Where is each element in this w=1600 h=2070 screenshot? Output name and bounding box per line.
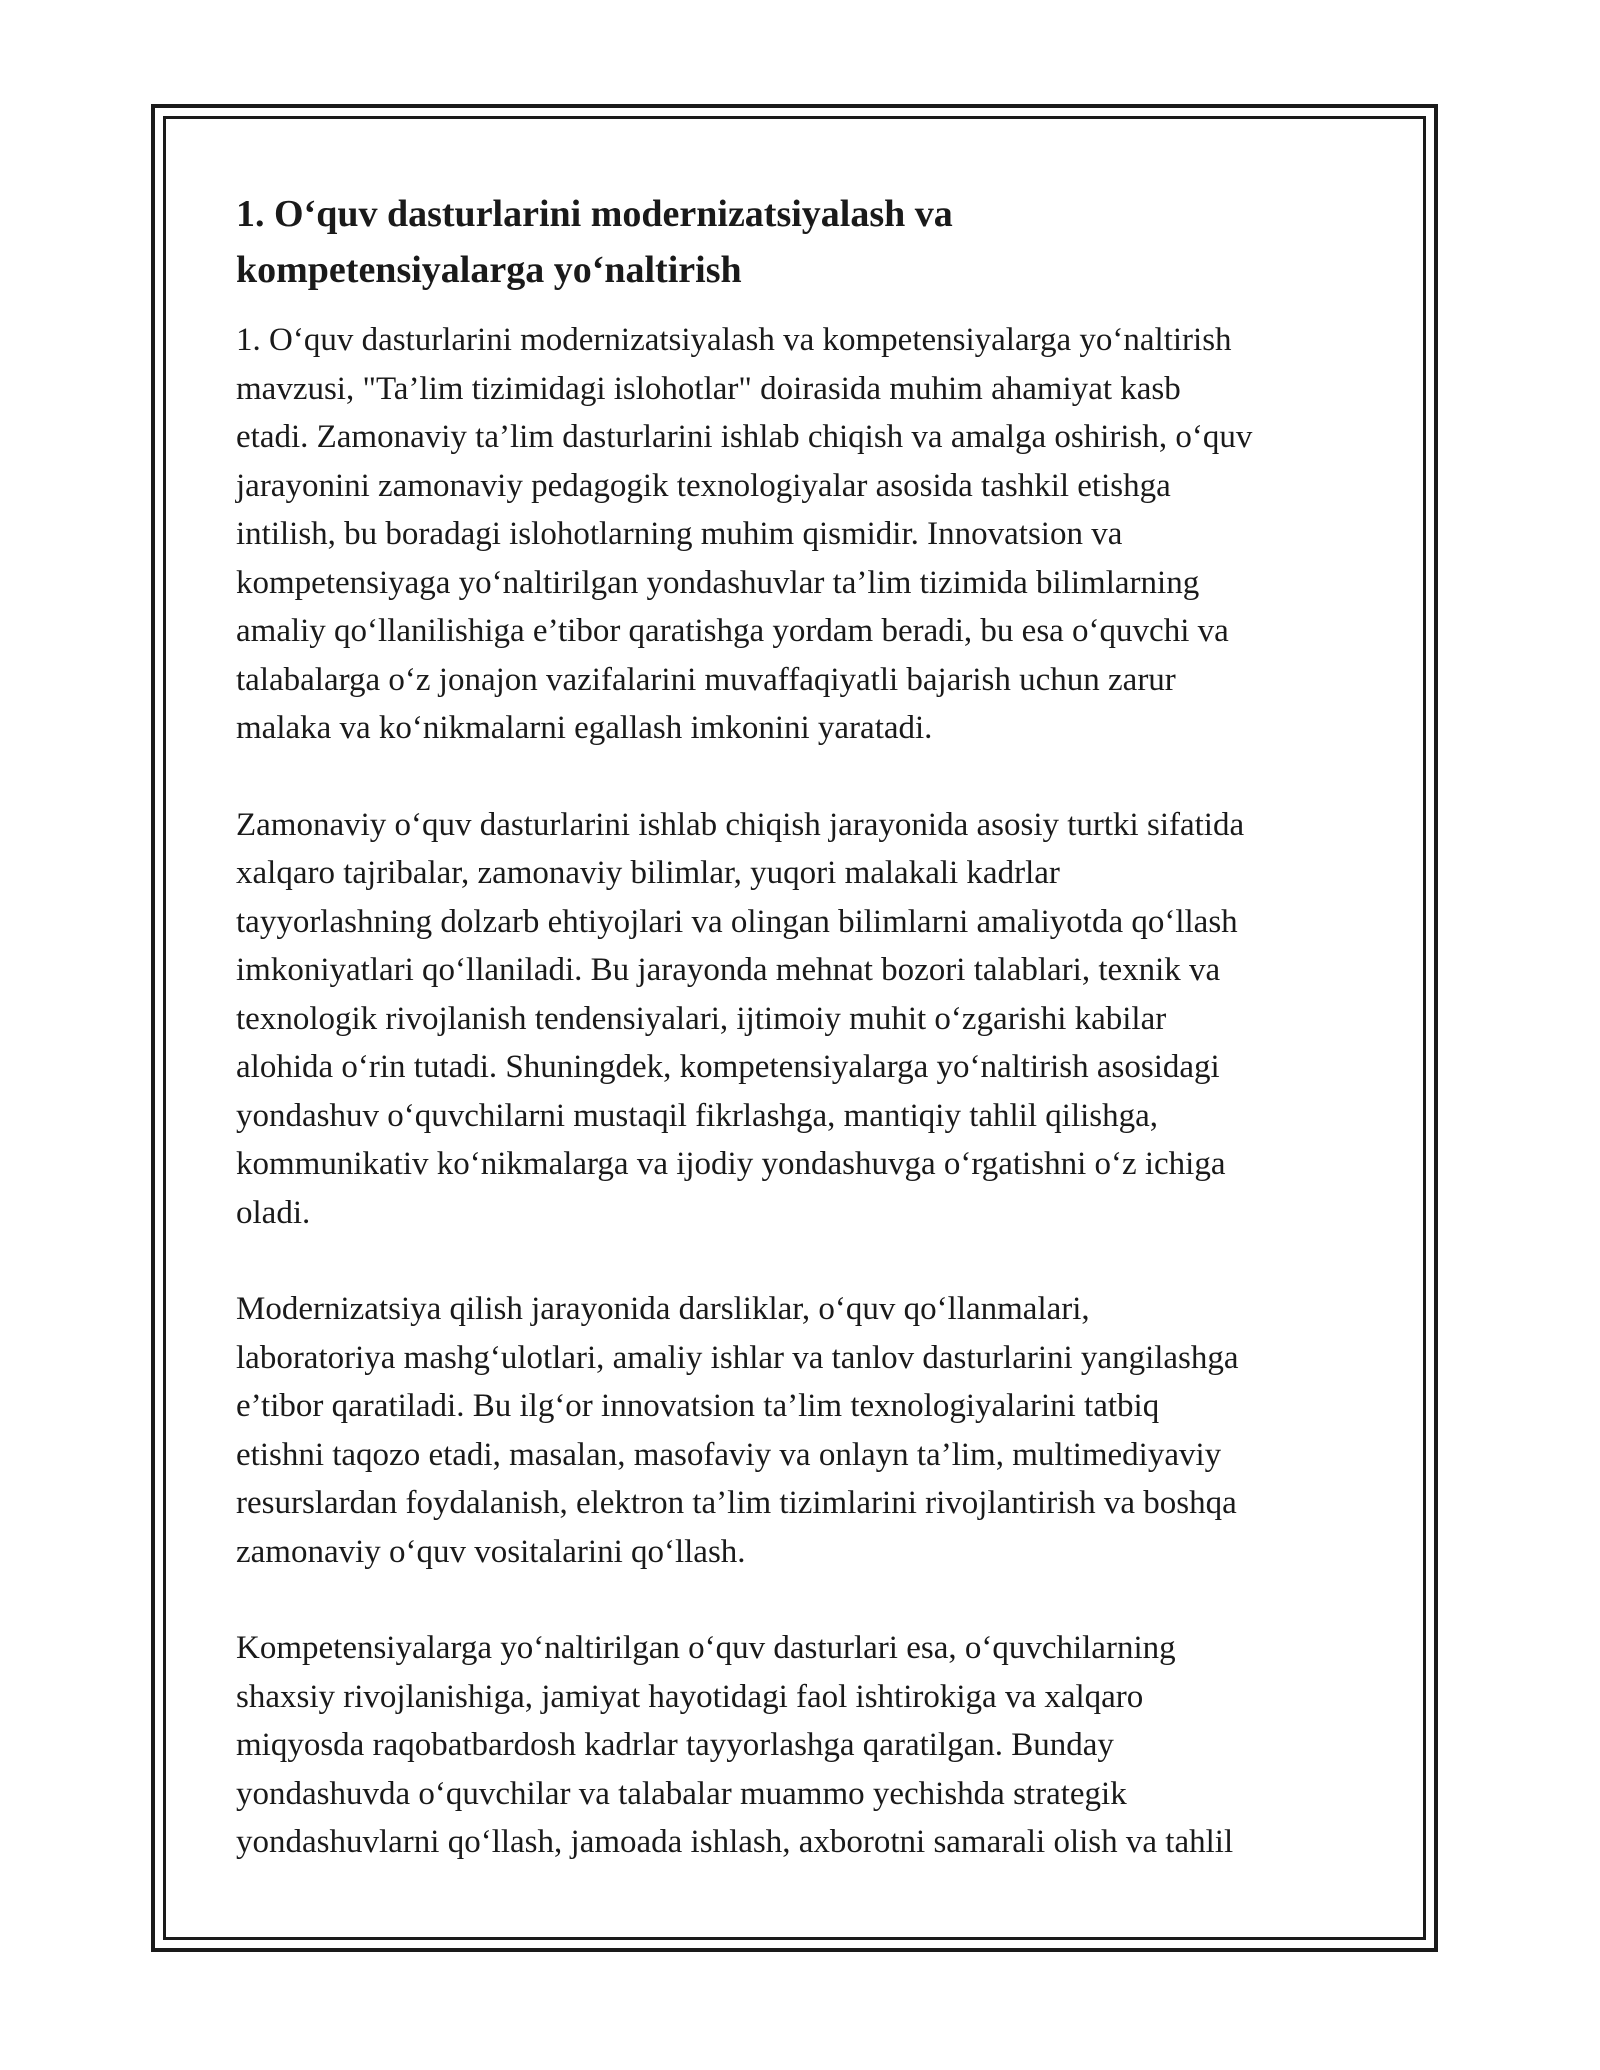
- text-line: xalqaro tajribalar, zamonaviy bilimlar, yuqori malakali kadrlar: [236, 855, 1060, 891]
- text-line: talabalarga o‘z jonajon vazifalarini muvaffaqiyatli bajarish uchun zarur: [236, 661, 1176, 698]
- text-line: e’tibor qaratiladi. Bu ilg‘or innovatsion ta’lim texnologiyalarini tatbiq: [236, 1388, 1160, 1424]
- section-heading: [236, 186, 1366, 298]
- document-body: [236, 186, 1366, 1915]
- text-line: laboratoriya mashg‘ulotlari, amaliy ishlar va tanlov dasturlarini yangilashga: [236, 1339, 1239, 1376]
- text-line: mavzusi, "Ta’lim tizimidagi islohotlar" doirasida muhim ahamiyat kasb: [236, 370, 1181, 407]
- text-line: yondashuvda o‘quvchilar va talabalar muammo yechishda strategik: [236, 1775, 1127, 1812]
- text-line: 1. O‘quv dasturlarini modernizatsiyalash va kompetensiyalarga yo‘naltirish: [236, 322, 1232, 358]
- text-line: kommunikativ ko‘nikmalarga va ijodiy yondashuvga o‘rgatishni o‘z ichiga: [236, 1146, 1226, 1182]
- text-line: imkoniyatlari qo‘llaniladi. Bu jarayonda mehnat bozori talablari, texnik va: [236, 952, 1221, 988]
- text-line: miqyosda raqobatbardosh kadrlar tayyorlashga qaratilgan. Bunday: [236, 1727, 1114, 1763]
- text-line: zamonaviy o‘quv vositalarini qo‘llash.: [236, 1533, 746, 1570]
- text-line: tayyorlashning dolzarb ehtiyojlari va olingan bilimlarni amaliyotda qo‘llash: [236, 903, 1238, 940]
- text-line: etadi. Zamonaviy ta’lim dasturlarini ishlab chiqish va amalga oshirish, o‘quv: [236, 419, 1253, 455]
- paragraph-1: [236, 316, 1366, 753]
- text-line: shaxsiy rivojlanishiga, jamiyat hayotidagi faol ishtirokiga va xalqaro: [236, 1678, 1144, 1715]
- text-line: yondashuvlarni qo‘llash, jamoada ishlash, axborotni samarali olish va tahlil: [236, 1824, 1234, 1860]
- heading-line-2: kompetensiyalarga yo‘naltirish: [236, 249, 742, 291]
- text-line: amaliy qo‘llanilishiga e’tibor qaratishga yordam beradi, bu esa o‘quvchi va: [236, 613, 1229, 649]
- text-line: oladi.: [236, 1194, 311, 1231]
- paragraph-3: [236, 1285, 1366, 1576]
- text-line: malaka va ko‘nikmalarni egallash imkonini yaratadi.: [236, 710, 933, 746]
- heading-line-1: 1. O‘quv dasturlarini modernizatsiyalash va: [236, 193, 953, 235]
- paragraph-4: [236, 1624, 1366, 1867]
- text-line: Zamonaviy o‘quv dasturlarini ishlab chiqish jarayonida asosiy turtki sifatida: [236, 806, 1245, 843]
- paragraph-2: [236, 801, 1366, 1238]
- text-line: jarayonini zamonaviy pedagogik texnologiyalar asosida tashkil etishga: [236, 467, 1171, 504]
- text-line: kompetensiyaga yo‘naltirilgan yondashuvlar ta’lim tizimida bilimlarning: [236, 564, 1200, 601]
- text-line: resurslardan foydalanish, elektron ta’lim tizimlarini rivojlantirish va boshqa: [236, 1485, 1237, 1521]
- text-line: alohida o‘rin tutadi. Shuningdek, kompetensiyalarga yo‘naltirish asosidagi: [236, 1049, 1220, 1085]
- text-line: texnologik rivojlanish tendensiyalari, ijtimoiy muhit o‘zgarishi kabilar: [236, 1000, 1167, 1037]
- text-line: intilish, bu boradagi islohotlarning muhim qismidir. Innovatsion va: [236, 516, 1123, 552]
- text-line: Kompetensiyalarga yo‘naltirilgan o‘quv dasturlari esa, o‘quvchilarning: [236, 1630, 1176, 1666]
- text-line: etishni taqozo etadi, masalan, masofaviy va onlayn ta’lim, multimediyaviy: [236, 1436, 1222, 1473]
- text-line: Modernizatsiya qilish jarayonida darsliklar, o‘quv qo‘llanmalari,: [236, 1291, 1090, 1327]
- text-line: yondashuv o‘quvchilarni mustaqil fikrlashga, mantiqiy tahlil qilishga,: [236, 1097, 1159, 1134]
